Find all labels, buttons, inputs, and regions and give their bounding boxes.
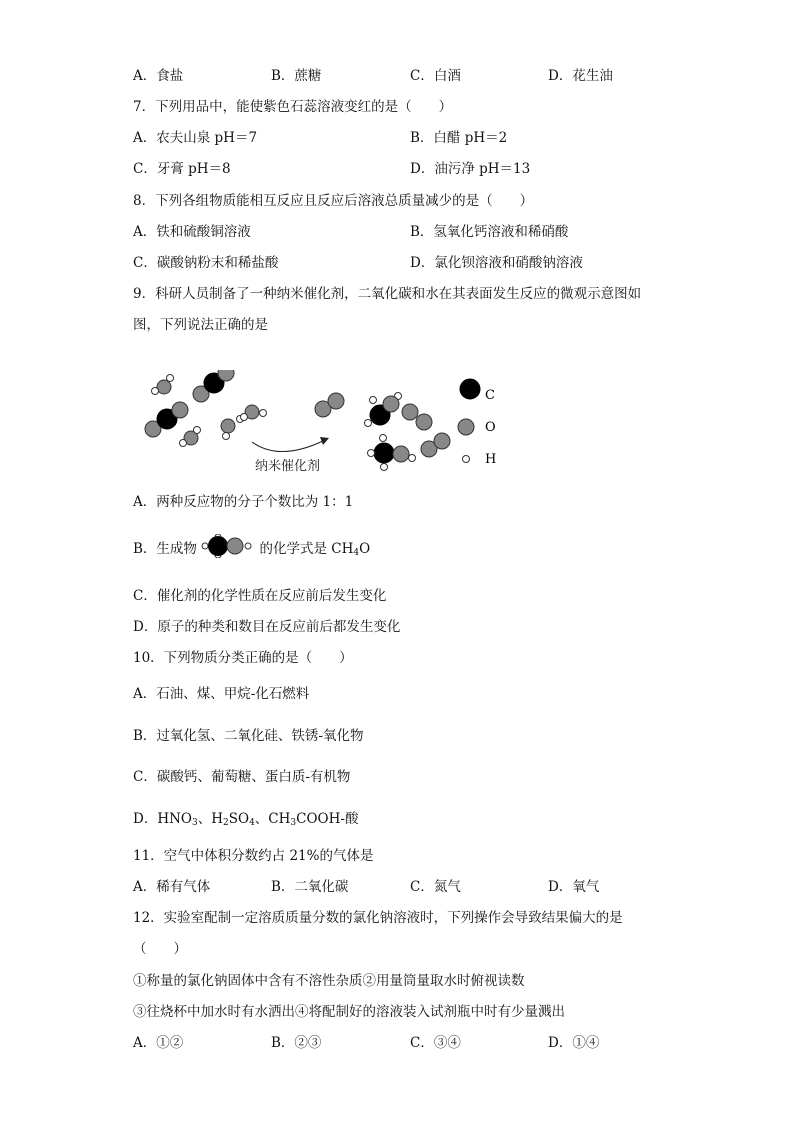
o2-molecule-2 (402, 404, 432, 430)
q10-option-a: A．石油、煤、甲烷-化石燃料 (133, 686, 310, 702)
q10-option-b: B．过氧化氢、二氧化硅、铁锈-氧化物 (133, 728, 364, 744)
q12-statement-line2: ③往烧杯中加水时有水洒出④将配制好的溶液装入试剂瓶中时有少量溅出 (133, 1004, 565, 1020)
q9-stem-line1: 9．科研人员制备了一种纳米催化剂，二氧化碳和水在其表面发生反应的微观示意图如 (133, 286, 642, 302)
legend-h-label: H (485, 452, 497, 467)
co2-molecule-2 (145, 402, 188, 437)
water-molecule-1 (152, 375, 174, 395)
q12-option-a: A．①② (133, 1035, 184, 1051)
legend-oxygen-icon (458, 419, 474, 435)
q10-d-sub3: 4 (249, 818, 255, 828)
q11-option-c: C．氮气 (410, 879, 461, 895)
q8-option-d: D．氯化钡溶液和硝酸钠溶液 (410, 255, 583, 271)
q10-stem: 10．下列物质分类正确的是（ ） (133, 650, 353, 666)
q6-option-c: C．白酒 (410, 68, 461, 84)
legend (458, 379, 496, 467)
q6-option-a: A．食盐 (133, 68, 184, 84)
q10-option-d (133, 810, 358, 828)
q12-option-b: B．②③ (271, 1035, 322, 1051)
ch4o-molecule-2 (368, 435, 416, 471)
q6-option-b: B．蔗糖 (271, 68, 322, 84)
q12-option-c: C．③④ (410, 1035, 461, 1051)
q10-d-mid2: SO (228, 811, 250, 827)
arrow-head-icon (320, 437, 329, 445)
q8-stem: 8．下列各组物质能相互反应且反应后溶液总质量减少的是（ ） (133, 193, 534, 209)
q9-option-a: A．两种反应物的分子个数比为 1：1 (133, 494, 354, 510)
q10-d-sub1: 3 (191, 818, 198, 828)
q11-option-a: A．稀有气体 (133, 879, 211, 895)
legend-c-label: C (485, 388, 495, 403)
q8-option-a: A．铁和硫酸铜溶液 (133, 224, 251, 240)
water-molecule-3 (221, 416, 244, 440)
q10-d-mid3: 、CH (254, 811, 291, 827)
q9-option-d: D．原子的种类和数目在反应前后都发生变化 (133, 619, 401, 635)
q9-option-b-sub: 4 (353, 548, 360, 558)
q8-option-c: C．碳酸钠粉末和稀盐酸 (133, 255, 279, 271)
q9-option-b-suffix: 的化学式是 CH (259, 541, 354, 557)
co2-molecule-1 (193, 370, 234, 402)
q11-stem: 11．空气中体积分数约占 21%的气体是 (133, 848, 374, 864)
q10-option-c: C．碳酸钙、葡萄糖、蛋白质-有机物 (133, 769, 351, 785)
q12-statement-line1: ①称量的氯化钠固体中含有不溶性杂质②用量筒量取水时俯视读数 (133, 973, 525, 989)
legend-o-label: O (485, 420, 496, 435)
q7-stem: 7．下列用品中，能使紫色石蕊溶液变红的是（ ） (133, 99, 453, 115)
q11-option-b: B．二氧化碳 (271, 879, 349, 895)
q10-d-mid1: 、H (197, 811, 223, 827)
q10-d-suffix: COOH-酸 (296, 811, 359, 827)
ch4o-molecule-1 (365, 393, 402, 427)
o2-molecule (315, 393, 344, 417)
reaction-arrow (252, 440, 325, 452)
q12-stem-line1: 12．实验室配制一定溶质质量分数的氯化钠溶液时，下列操作会导致结果偏大的是 (133, 910, 623, 926)
q10-d-sub4: 3 (290, 818, 297, 828)
catalyst-label: 纳米催化剂 (255, 459, 321, 474)
q6-option-d: D．花生油 (548, 68, 613, 84)
q7-option-d: D．油污净 pH＝13 (410, 161, 531, 177)
reaction-diagram (140, 370, 510, 480)
q9-option-c: C．催化剂的化学性质在反应前后发生变化 (133, 588, 387, 604)
q7-option-b: B．白醋 pH＝2 (410, 130, 508, 146)
water-molecule-2 (180, 427, 201, 447)
water-molecule-4 (241, 405, 267, 421)
q9-stem-line2: 图，下列说法正确的是 (133, 317, 268, 333)
legend-carbon-icon (460, 379, 480, 399)
ch4o-inline-molecule (200, 534, 254, 558)
q10-d-prefix: D．HNO (133, 811, 192, 827)
q12-stem-line2: （ ） (133, 941, 187, 957)
q7-option-a: A．农夫山泉 pH＝7 (133, 130, 258, 146)
q12-option-d: D．①④ (548, 1035, 600, 1051)
q8-option-b: B．氢氧化钙溶液和稀硝酸 (410, 224, 569, 240)
legend-hydrogen-icon (463, 456, 470, 463)
q11-option-d: D．氧气 (548, 879, 600, 895)
o2-molecule-3 (421, 433, 450, 457)
q10-d-sub2: 2 (223, 818, 229, 828)
q9-option-b-end: O (359, 541, 371, 557)
q7-option-c: C．牙膏 pH＝8 (133, 161, 231, 177)
q9-option-b-prefix: B．生成物 (133, 541, 197, 557)
